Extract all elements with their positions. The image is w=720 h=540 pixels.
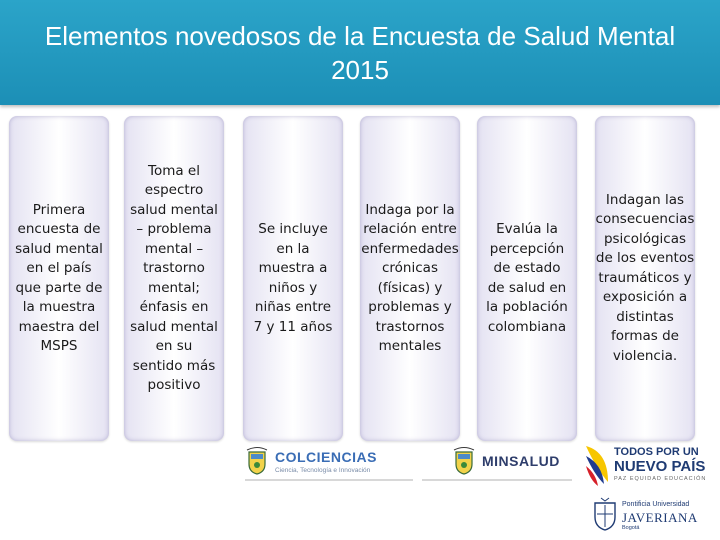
card-violencia	[595, 116, 695, 441]
colombia-flag-swoosh-icon	[582, 442, 612, 488]
card-espectro-salud-mental	[124, 116, 224, 441]
slide-title: Elementos novedosos de la Encuesta de Salud Mental 2015	[44, 20, 676, 85]
card-text: Evalúa la percepción de estado de salud en la población colombiana	[486, 221, 568, 335]
card-text: Indagan las consecuencias psicológicas de los eventos traumáticos y exposición a distintas formas de violencia.	[595, 191, 695, 364]
minsalud-logo	[422, 443, 572, 481]
title-banner	[0, 0, 720, 105]
card-text: Primera encuesta de salud mental en el país que parte de la muestra maestra del MSPS	[15, 201, 103, 354]
minsalud-name: MINSALUD	[482, 453, 560, 469]
colombia-shield-icon	[452, 446, 476, 476]
javeriana-line3: Bogotá	[622, 525, 640, 531]
card-cronicas	[360, 116, 460, 441]
card-text: Toma el espectro salud mental – problema mental – trastorno mental; énfasis en salud mental en su sentido más positivo	[130, 162, 218, 393]
nuevo-pais-line3: PAZ EQUIDAD EDUCACIÓN	[614, 476, 707, 482]
nuevo-pais-logo	[582, 440, 712, 492]
nuevo-pais-line1: TODOS POR UN	[614, 446, 699, 458]
javeriana-line1: Pontificia Universidad	[622, 501, 690, 508]
colombia-shield-icon	[245, 446, 269, 476]
nuevo-pais-line2: NUEVO PAÍS	[614, 458, 706, 475]
javeriana-line2: JAVERIANA	[622, 510, 698, 525]
card-text: Se incluye en la muestra a niños y niñas entre 7 y 11 años	[253, 221, 333, 335]
colciencias-tagline: Ciencia, Tecnología e Innovación	[275, 466, 371, 474]
card-percepcion	[477, 116, 577, 441]
javeriana-logo	[590, 495, 710, 535]
card-primera-encuesta	[9, 116, 109, 441]
colciencias-logo	[245, 443, 413, 481]
card-ninos	[243, 116, 343, 441]
colciencias-name: COLCIENCIAS	[275, 448, 377, 465]
card-text: Indaga por la relación entre enfermedades crónicas (físicas) y problemas y trastornos mentales	[361, 201, 459, 354]
javeriana-crest-icon	[592, 497, 618, 531]
